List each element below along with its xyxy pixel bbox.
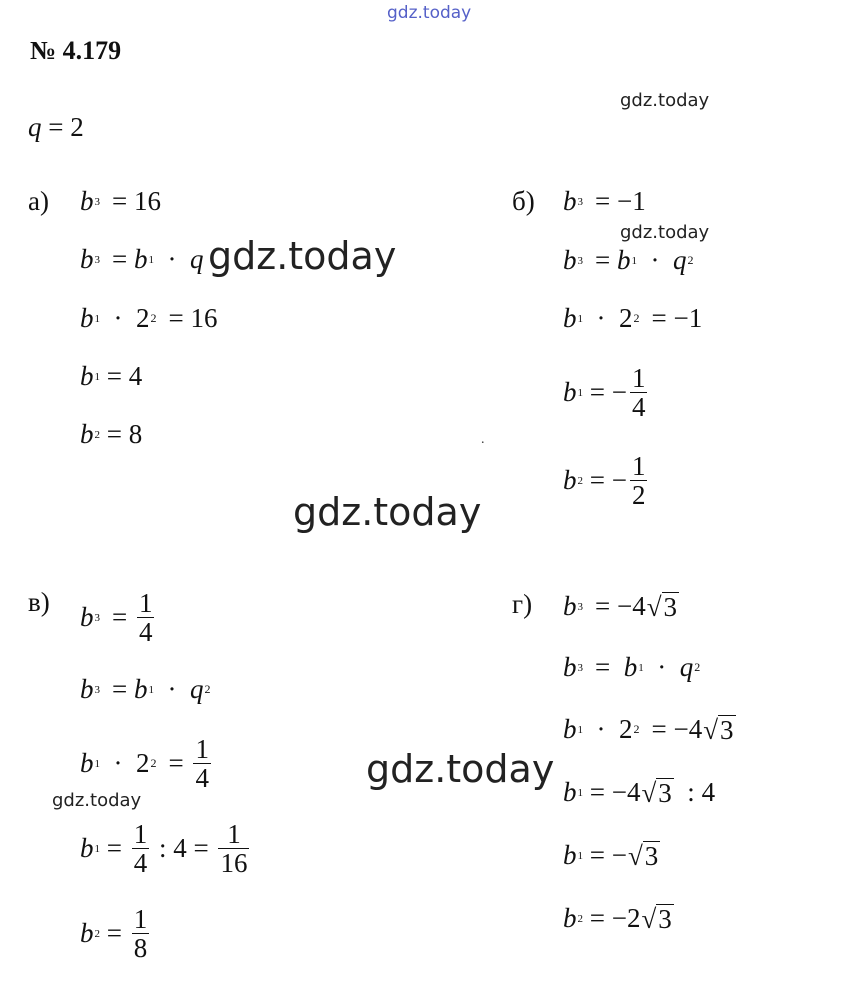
part-b-line-3: b 1 · 2 2 = −1 bbox=[563, 303, 703, 333]
part-g-line-6: b 2 = −2 √ 3 bbox=[563, 903, 672, 934]
problem-number: № 4.179 bbox=[30, 36, 122, 65]
part-v-line-5: b 2 = $\frac{1}{8}$ bbox=[80, 904, 148, 963]
watermark: gdz.today bbox=[366, 747, 555, 791]
part-b-line-5: b 2 = − $\frac{1}{2}$ bbox=[563, 451, 646, 510]
part-b-line-4: b 1 = − $\frac{1}{4}$ bbox=[563, 363, 646, 422]
part-g-label: г) bbox=[512, 589, 533, 619]
part-g-line-1: b 3 = −4 √ 3 bbox=[563, 591, 678, 622]
part-v-line-3: b 1 · 2 2 = $\frac{1}{4}$ bbox=[80, 734, 209, 793]
part-g-line-3: b 1 · 2 2 = −4 √ 3 bbox=[563, 714, 734, 745]
part-a-line-3: b 1 · 2 2 = 16 bbox=[80, 303, 218, 333]
part-a-line-2: b 3 = b 1 · q bbox=[80, 244, 204, 274]
part-b-line-2: b 3 = b 1 · q 2 bbox=[563, 245, 694, 275]
given-ratio: q = 2 bbox=[28, 112, 84, 142]
part-g-line-2: b 3 = b 1 · q 2 bbox=[563, 652, 701, 682]
watermark: gdz.today bbox=[208, 234, 397, 278]
part-g-line-5: b 1 = − √ 3 bbox=[563, 840, 659, 871]
part-b-line-1: b 3 = −1 bbox=[563, 186, 646, 216]
part-b-label: б) bbox=[512, 186, 535, 216]
part-a-line-4: b 1 = 4 bbox=[80, 361, 143, 391]
part-v-line-1: b 3 = $\frac{1}{4}$ bbox=[80, 588, 153, 647]
part-g-line-4: b 1 = −4 √ 3 : 4 bbox=[563, 777, 716, 808]
watermark: gdz.today bbox=[52, 790, 142, 811]
watermark: gdz.today bbox=[620, 222, 710, 243]
watermark: gdz.today bbox=[293, 490, 482, 534]
watermark-top: gdz.today bbox=[387, 3, 472, 23]
part-a-label: а) bbox=[28, 186, 49, 216]
part-a-line-1: b 3 = 16 bbox=[80, 186, 161, 216]
part-v-label: в) bbox=[28, 587, 50, 617]
stray-dot: . bbox=[481, 432, 485, 447]
watermark: gdz.today bbox=[620, 90, 710, 111]
part-v-line-2: b 3 = b 1 · q 2 bbox=[80, 674, 211, 704]
part-a-line-5: b 2 = 8 bbox=[80, 419, 143, 449]
part-v-line-4: b 1 = $\frac{1}{4}$ : 4 = $\frac{1}{16}$ bbox=[80, 819, 248, 878]
